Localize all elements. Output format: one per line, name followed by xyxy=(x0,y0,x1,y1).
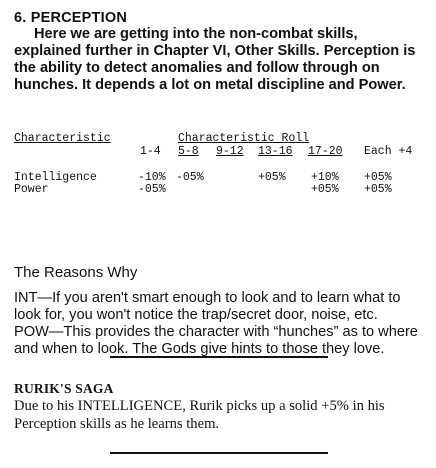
table-cell: -05% xyxy=(138,183,166,196)
table-column-6: Each +4 xyxy=(364,145,413,158)
reason-int: INT—If you aren't smart enough to look and to learn what to look for, you won't notice the trap/secret door, noise, etc. xyxy=(14,290,401,323)
table-cell: +05% xyxy=(364,183,392,196)
saga-text: Due to his INTELLIGENCE, Rurik picks up a solid +5% in his Perception skills as he learns them. xyxy=(14,398,385,432)
table-header-characteristic: Characteristic xyxy=(14,132,111,145)
bottom-divider xyxy=(110,452,328,454)
table-header-roll: Characteristic Roll xyxy=(178,132,310,145)
reasons-heading: The Reasons Why xyxy=(14,264,138,281)
table-cell: +05% xyxy=(258,171,286,184)
section-intro: Here we are getting into the non-combat skills, explained further in Chapter VI, Other Skills. Perception is the ability to detect anomalies and follow through on hunches. It depends a lot on metal discipline and Power. xyxy=(14,26,416,93)
table-cell: +10% xyxy=(311,171,339,184)
section-heading: 6. PERCEPTION xyxy=(14,10,127,26)
reason-pow: POW—This provides the character with “hunches” as to where and when to look. The Gods give hints to those they love. xyxy=(14,324,418,357)
reasons-body xyxy=(14,290,426,358)
saga-title: RURIK'S SAGA xyxy=(14,381,114,396)
table-row-power-name: Power xyxy=(14,183,49,196)
table-cell: +05% xyxy=(364,171,392,184)
table-row-intelligence-name: Intelligence xyxy=(14,171,97,184)
table-cell: -05% xyxy=(176,171,204,184)
table-cell: +05% xyxy=(311,183,339,196)
section-divider xyxy=(110,356,328,358)
table-column-4: 13-16 xyxy=(258,145,293,158)
table-column-1: 1-4 xyxy=(140,145,161,158)
table-column-3: 9-12 xyxy=(216,145,244,158)
table-cell: -10% xyxy=(138,171,166,184)
table-column-5: 17-20 xyxy=(308,145,343,158)
table-column-2: 5-8 xyxy=(178,145,199,158)
